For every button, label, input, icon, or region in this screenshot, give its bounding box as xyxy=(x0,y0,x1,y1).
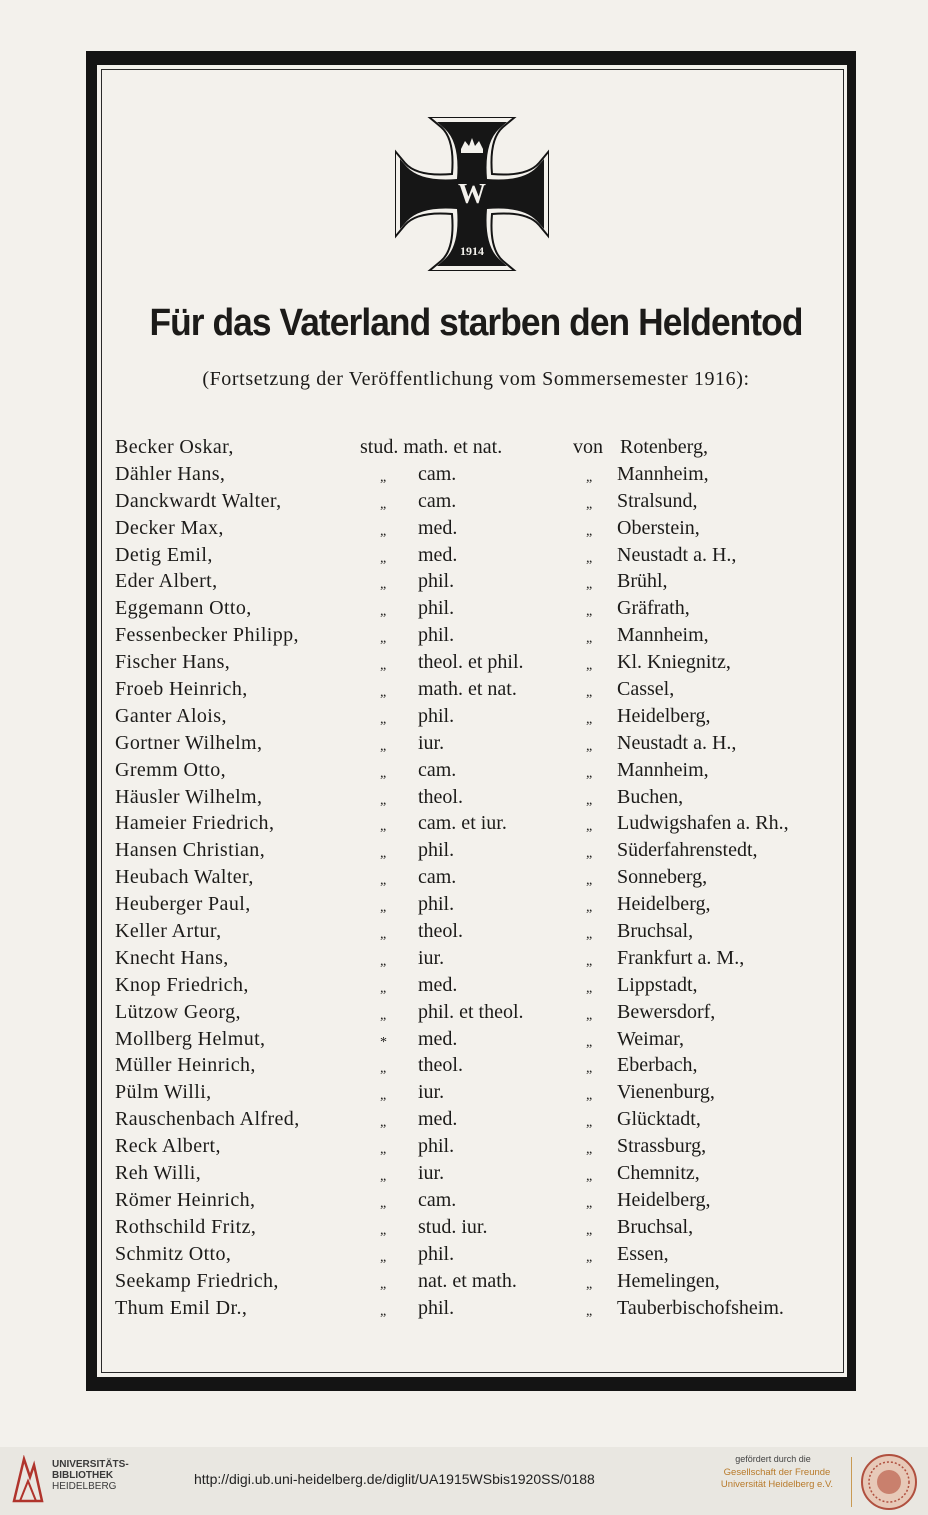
list-row xyxy=(0,1026,928,1053)
entry-faculty: med. xyxy=(418,543,458,566)
entry-faculty: cam. et iur. xyxy=(418,812,507,835)
entry-name: Seekamp Friedrich, xyxy=(115,1269,279,1292)
entry-place: Glücktadt, xyxy=(617,1108,701,1131)
entry-name: Müller Heinrich, xyxy=(115,1054,256,1077)
list-row xyxy=(0,945,928,972)
entry-name: Rauschenbach Alfred, xyxy=(115,1108,300,1131)
entry-von: „ xyxy=(586,927,593,943)
entry-place: Mannheim, xyxy=(617,758,709,781)
entry-ditto: „ xyxy=(380,1169,387,1185)
entry-von: „ xyxy=(586,1007,593,1023)
entry-place: Eberbach, xyxy=(617,1054,698,1077)
list-row xyxy=(0,1079,928,1106)
list-row xyxy=(0,1241,928,1268)
entry-place: Hemelingen, xyxy=(617,1269,720,1292)
list-row xyxy=(0,864,928,891)
entry-von: „ xyxy=(586,738,593,754)
entry-place: Cassel, xyxy=(617,678,675,701)
entry-name: Decker Max, xyxy=(115,516,224,539)
entry-name: Hameier Friedrich, xyxy=(115,812,275,835)
list-row xyxy=(0,1160,928,1187)
entry-faculty: cam. xyxy=(418,758,457,781)
entry-von: „ xyxy=(586,550,593,566)
entry-faculty: med. xyxy=(418,1108,458,1131)
entry-faculty: phil. et theol. xyxy=(418,1000,524,1023)
entry-place: Mannheim, xyxy=(617,462,709,485)
entry-von: „ xyxy=(586,1142,593,1158)
list-row xyxy=(0,810,928,837)
list-row xyxy=(0,837,928,864)
entry-von: von xyxy=(573,436,603,458)
entry-name: Gortner Wilhelm, xyxy=(115,731,263,754)
university-seal-icon xyxy=(860,1453,918,1511)
entry-name: Keller Artur, xyxy=(115,920,222,943)
entry-place: Gräfrath, xyxy=(617,597,690,620)
entry-place: Kl. Kniegnitz, xyxy=(617,651,731,674)
entry-faculty: phil. xyxy=(418,893,455,916)
entry-von: „ xyxy=(586,792,593,808)
entry-name: Knecht Hans, xyxy=(115,946,229,969)
entry-faculty: nat. et math. xyxy=(418,1269,517,1292)
entry-place: Vienenburg, xyxy=(617,1081,715,1104)
cross-letter: W xyxy=(458,179,486,210)
entry-place: Brühl, xyxy=(617,570,668,593)
entry-place: Neustadt a. H., xyxy=(617,543,737,566)
entry-faculty: med. xyxy=(418,1027,458,1050)
entry-von: „ xyxy=(586,873,593,889)
list-row xyxy=(0,784,928,811)
entry-ditto: „ xyxy=(380,711,387,727)
entry-place: Heidelberg, xyxy=(617,704,711,727)
entry-name: Mollberg Helmut, xyxy=(115,1027,266,1050)
entry-von: „ xyxy=(586,577,593,593)
entry-faculty: med. xyxy=(418,973,458,996)
list-row xyxy=(0,676,928,703)
entry-faculty: phil. xyxy=(418,1135,455,1158)
entry-place: Mannheim, xyxy=(617,624,709,647)
list-row xyxy=(0,649,928,676)
casualty-list xyxy=(0,434,928,1321)
entry-von: „ xyxy=(586,658,593,674)
entry-place: Heidelberg, xyxy=(617,893,711,916)
entry-name: Römer Heinrich, xyxy=(115,1188,256,1211)
permalink[interactable]: http://digi.ub.uni-heidelberg.de/diglit/UA1915WSbis1920SS/0188 xyxy=(194,1471,595,1487)
entry-place: Neustadt a. H., xyxy=(617,731,737,754)
entry-ditto: „ xyxy=(380,1249,387,1265)
list-row xyxy=(0,1187,928,1214)
page-title: Für das Vaterland starben den Heldentod xyxy=(149,302,803,344)
entry-name: Gremm Otto, xyxy=(115,758,227,781)
entry-faculty: phil. xyxy=(418,1296,455,1319)
entry-faculty: cam. xyxy=(418,1188,457,1211)
entry-place: Bewersdorf, xyxy=(617,1000,716,1023)
entry-place: Strassburg, xyxy=(617,1135,707,1158)
list-row xyxy=(0,999,928,1026)
entry-name: Lützow Georg, xyxy=(115,1000,241,1023)
entry-ditto: „ xyxy=(380,1007,387,1023)
list-row xyxy=(0,595,928,622)
entry-name: Pülm Willi, xyxy=(115,1081,212,1104)
entry-name: Rothschild Fritz, xyxy=(115,1215,257,1238)
cross-year: 1914 xyxy=(460,244,484,258)
entry-ditto: „ xyxy=(380,1276,387,1292)
entry-ditto: „ xyxy=(380,1061,387,1077)
entry-von: „ xyxy=(586,765,593,781)
entry-faculty: phil. xyxy=(418,570,455,593)
entry-place: Weimar, xyxy=(617,1027,685,1050)
entry-place: Frankfurt a. M., xyxy=(617,946,745,969)
library-name: UNIVERSITÄTS- BIBLIOTHEK HEIDELBERG xyxy=(52,1459,129,1492)
entry-von: „ xyxy=(586,1034,593,1050)
entry-faculty: theol. xyxy=(418,1054,463,1077)
entry-name: Ganter Alois, xyxy=(115,704,227,727)
entry-name: Fessenbecker Philipp, xyxy=(115,624,299,647)
entry-ditto: „ xyxy=(380,604,387,620)
entry-faculty: med. xyxy=(418,516,458,539)
entry-von: „ xyxy=(586,604,593,620)
entry-von: „ xyxy=(586,1088,593,1104)
entry-von: „ xyxy=(586,980,593,996)
list-row xyxy=(0,730,928,757)
list-row xyxy=(0,1214,928,1241)
entry-ditto: „ xyxy=(380,873,387,889)
entry-von: „ xyxy=(586,900,593,916)
entry-ditto: „ xyxy=(380,496,387,512)
entry-place: Oberstein, xyxy=(617,516,700,539)
entry-ditto: „ xyxy=(380,765,387,781)
entry-faculty: stud. iur. xyxy=(418,1215,488,1238)
list-row xyxy=(0,434,928,461)
list-row xyxy=(0,461,928,488)
entry-ditto: „ xyxy=(380,738,387,754)
entry-faculty: cam. xyxy=(418,462,457,485)
list-row xyxy=(0,891,928,918)
entry-ditto: „ xyxy=(380,523,387,539)
entry-von: „ xyxy=(586,846,593,862)
list-row xyxy=(0,1268,928,1295)
entry-place: Buchen, xyxy=(617,785,684,808)
list-row xyxy=(0,622,928,649)
entry-name: Reck Albert, xyxy=(115,1135,221,1158)
entry-name: Heubach Walter, xyxy=(115,866,254,889)
list-row xyxy=(0,1133,928,1160)
entry-name: Häusler Wilhelm, xyxy=(115,785,263,808)
entry-place: Lippstadt, xyxy=(617,973,698,996)
entry-ditto: „ xyxy=(380,980,387,996)
entry-place: Tauberbischofsheim. xyxy=(617,1296,784,1319)
entry-place: Essen, xyxy=(617,1242,669,1265)
list-row xyxy=(0,1295,928,1322)
university-library-logo-icon xyxy=(10,1455,46,1505)
list-row xyxy=(0,1106,928,1133)
entry-faculty: iur. xyxy=(418,731,445,754)
entry-faculty: stud. math. et nat. xyxy=(360,436,503,458)
divider xyxy=(851,1457,852,1507)
entry-faculty: theol. xyxy=(418,920,463,943)
entry-von: „ xyxy=(586,1276,593,1292)
entry-faculty: phil. xyxy=(418,597,455,620)
entry-ditto: „ xyxy=(380,1303,387,1319)
entry-place: Rotenberg, xyxy=(620,436,708,458)
list-row xyxy=(0,1052,928,1079)
entry-ditto: „ xyxy=(380,927,387,943)
entry-ditto: „ xyxy=(380,1088,387,1104)
entry-von: „ xyxy=(586,1115,593,1131)
entry-ditto: „ xyxy=(380,1195,387,1211)
footer-bar xyxy=(0,1447,928,1515)
entry-faculty: theol. xyxy=(418,785,463,808)
entry-von: „ xyxy=(586,819,593,835)
entry-place: Bruchsal, xyxy=(617,1215,694,1238)
entry-name: Hansen Christian, xyxy=(115,839,266,862)
entry-von: „ xyxy=(586,711,593,727)
entry-von: „ xyxy=(586,1169,593,1185)
entry-place: Süderfahrenstedt, xyxy=(617,839,758,862)
entry-ditto: „ xyxy=(380,953,387,969)
entry-name: Dähler Hans, xyxy=(115,462,226,485)
entry-von: „ xyxy=(586,1195,593,1211)
entry-faculty: iur. xyxy=(418,1162,445,1185)
list-row xyxy=(0,568,928,595)
entry-von: „ xyxy=(586,685,593,701)
iron-cross-emblem xyxy=(395,117,549,271)
entry-von: „ xyxy=(586,1303,593,1319)
entry-faculty: theol. et phil. xyxy=(418,651,524,674)
entry-ditto: „ xyxy=(380,1142,387,1158)
entry-name: Becker Oskar, xyxy=(115,436,234,458)
entry-place: Stralsund, xyxy=(617,489,698,512)
entry-faculty: phil. xyxy=(418,839,455,862)
society-name: Gesellschaft der Freunde Universität Heidelberg e.V. xyxy=(720,1467,834,1490)
entry-faculty: math. et nat. xyxy=(418,678,517,701)
entry-name: Thum Emil Dr., xyxy=(115,1296,248,1319)
list-row xyxy=(0,918,928,945)
entry-faculty: cam. xyxy=(418,489,457,512)
entry-name: Eggemann Otto, xyxy=(115,597,252,620)
entry-name: Heuberger Paul, xyxy=(115,893,251,916)
supported-by-label: gefördert durch die xyxy=(735,1454,811,1464)
entry-place: Chemnitz, xyxy=(617,1162,700,1185)
entry-von: „ xyxy=(586,953,593,969)
entry-ditto: „ xyxy=(380,685,387,701)
entry-name: Reh Willi, xyxy=(115,1162,202,1185)
list-row xyxy=(0,757,928,784)
entry-place: Sonneberg, xyxy=(617,866,708,889)
entry-von: „ xyxy=(586,1061,593,1077)
entry-ditto: „ xyxy=(380,819,387,835)
list-row xyxy=(0,488,928,515)
entry-name: Eder Albert, xyxy=(115,570,218,593)
entry-place: Ludwigshafen a. Rh., xyxy=(617,812,789,835)
entry-ditto: „ xyxy=(380,658,387,674)
entry-place: Bruchsal, xyxy=(617,920,694,943)
entry-ditto: „ xyxy=(380,846,387,862)
entry-von: „ xyxy=(586,469,593,485)
entry-ditto: „ xyxy=(380,550,387,566)
entry-ditto: „ xyxy=(380,900,387,916)
entry-ditto: „ xyxy=(380,469,387,485)
entry-von: „ xyxy=(586,1222,593,1238)
entry-faculty: iur. xyxy=(418,1081,445,1104)
entry-ditto: „ xyxy=(380,1222,387,1238)
entry-faculty: phil. xyxy=(418,624,455,647)
entry-von: „ xyxy=(586,523,593,539)
entry-faculty: phil. xyxy=(418,1242,455,1265)
entry-ditto: „ xyxy=(380,577,387,593)
entry-name: Detig Emil, xyxy=(115,543,213,566)
entry-place: Heidelberg, xyxy=(617,1188,711,1211)
entry-name: Froeb Heinrich, xyxy=(115,678,248,701)
entry-name: Knop Friedrich, xyxy=(115,973,249,996)
list-row xyxy=(0,703,928,730)
entry-von: „ xyxy=(586,1249,593,1265)
entry-ditto: „ xyxy=(380,1115,387,1131)
entry-faculty: iur. xyxy=(418,946,445,969)
list-row xyxy=(0,542,928,569)
entry-von: „ xyxy=(586,631,593,647)
entry-ditto: „ xyxy=(380,792,387,808)
entry-ditto: * xyxy=(380,1034,387,1050)
entry-von: „ xyxy=(586,496,593,512)
list-row xyxy=(0,515,928,542)
entry-name: Fischer Hans, xyxy=(115,651,231,674)
list-row xyxy=(0,972,928,999)
page-subtitle: (Fortsetzung der Veröffentlichung vom Sommersemester 1916): xyxy=(202,368,750,390)
entry-ditto: „ xyxy=(380,631,387,647)
entry-name: Danckwardt Walter, xyxy=(115,489,282,512)
entry-faculty: phil. xyxy=(418,704,455,727)
entry-name: Schmitz Otto, xyxy=(115,1242,232,1265)
entry-faculty: cam. xyxy=(418,866,457,889)
